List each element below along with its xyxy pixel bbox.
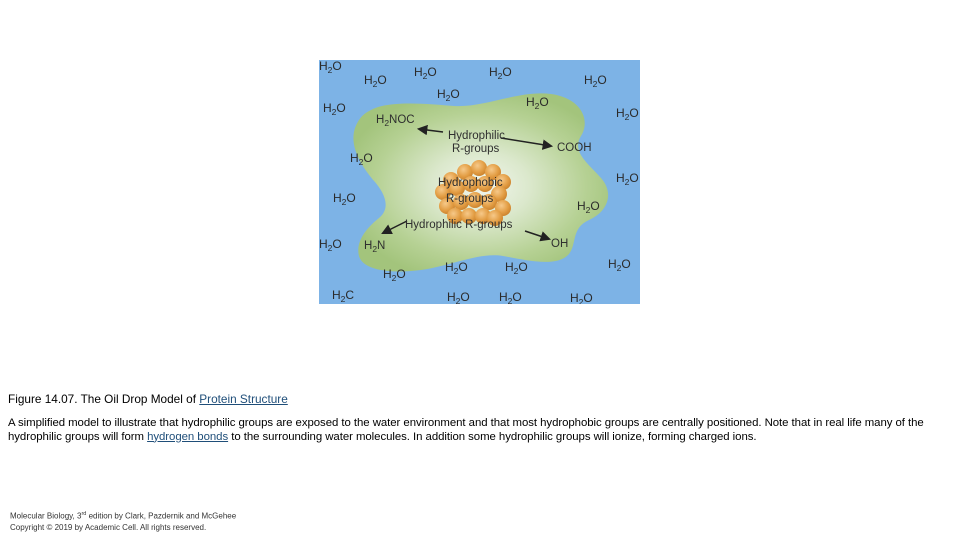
water-molecule-label: $H_2O$: [616, 106, 639, 122]
figure-caption-body: [8, 417, 956, 444]
water-molecule-label: $H_2O$: [333, 191, 356, 207]
oh-group-label: OH: [551, 238, 569, 250]
cooh-group-label: COOH: [557, 142, 592, 154]
water-molecule-label: $H_2O$: [499, 290, 522, 304]
water-molecule-label: $H_2O$: [584, 73, 607, 89]
h2n-group-label: $H_2N$: [364, 240, 386, 254]
hydrophobic-line2: R-groups: [446, 193, 494, 205]
footer-copyright: Copyright © 2019 by Academic Cell. All rights reserved.: [10, 523, 207, 533]
water-molecule-label: $H_2O$: [505, 260, 528, 276]
water-molecule-label: $H_2O$: [319, 237, 342, 253]
water-molecule-label: $H_2O$: [350, 151, 373, 167]
water-molecule-label: $H_2O$: [577, 199, 600, 215]
hydrophilic-top-line2: R-groups: [452, 143, 500, 155]
caption-title-prefix: Figure 14.07. The Oil Drop Model of: [8, 392, 200, 406]
water-molecule-label: $H_2O$: [364, 73, 387, 89]
hydrophilic-top-line1: Hydrophilic: [448, 130, 505, 142]
footer-citation: [10, 509, 236, 534]
caption-body-part2: to the surrounding water molecules. In addition some hydrophilic groups will ionize, forming charged ions.: [228, 430, 757, 443]
figure-caption-title: [8, 392, 288, 406]
caption-body-part1: A simplified model to illustrate that hydrophilic groups are exposed to the water environment and that most hydrophobic groups are centrally positioned. Note that in real life many of the hydrophilic groups will form: [8, 417, 924, 443]
water-molecule-label: $H_2O$: [319, 60, 342, 75]
water-molecule-label: $H_2O$: [608, 257, 631, 273]
hydrophilic-bottom-label: Hydrophilic R-groups: [405, 219, 513, 231]
hydrogen-bonds-link[interactable]: hydrogen bonds: [147, 430, 229, 443]
water-molecule-label: $H_2O$: [383, 267, 406, 283]
water-molecule-label: $H_2O$: [526, 95, 549, 111]
water-molecule-label: $H_2O$: [489, 65, 512, 81]
water-molecule-label: $H_2O$: [447, 290, 470, 304]
footer-line1: [10, 509, 236, 522]
water-molecule-label: $H_2O$: [437, 87, 460, 103]
water-molecule-label: $H_2O$: [616, 171, 639, 187]
hydrophobic-line1: Hydrophobic: [438, 177, 503, 189]
h2noc-group-label: $H_2NOC$: [376, 114, 415, 128]
water-molecule-label: $H_2O$: [570, 291, 593, 304]
water-molecule-label: $H_2C$: [332, 288, 355, 304]
footer-edition-superscript: rd: [81, 511, 87, 517]
water-molecule-label: $H_2O$: [445, 260, 468, 276]
protein-structure-link[interactable]: Protein Structure: [199, 392, 288, 406]
footer-authors: edition by Clark, Pazdernik and McGehee: [86, 511, 237, 521]
oil-drop-diagram: [319, 60, 640, 304]
water-molecule-label: $H_2O$: [414, 65, 437, 81]
footer-book-title: Molecular Biology, 3: [10, 511, 82, 521]
oil-drop-figure: [319, 60, 640, 304]
water-molecule-label: $H_2O$: [323, 101, 346, 117]
